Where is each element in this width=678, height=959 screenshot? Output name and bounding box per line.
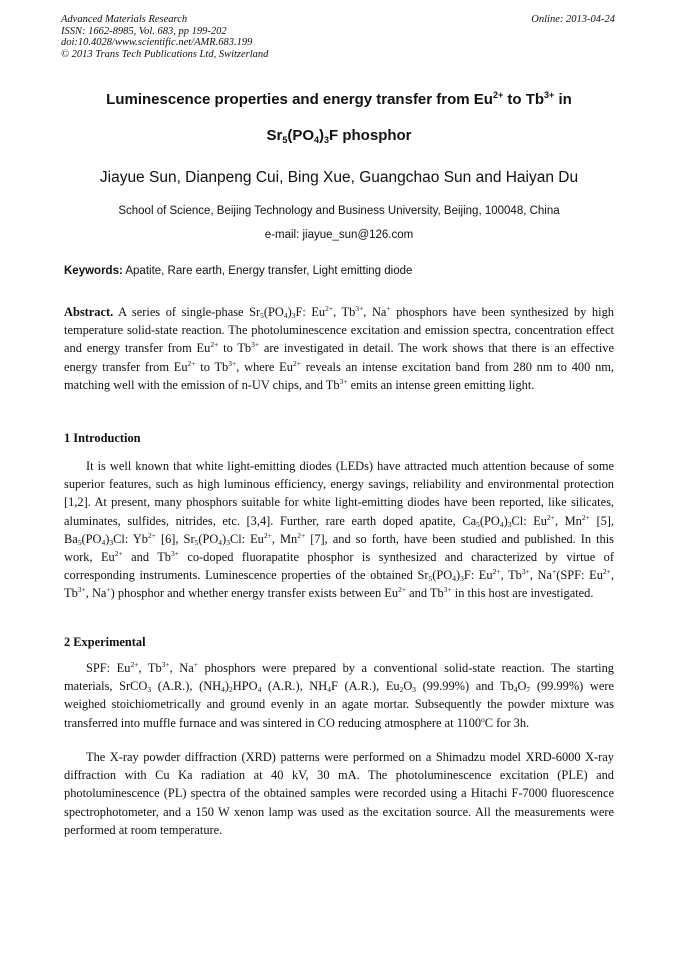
text-run: F: Eu xyxy=(295,305,326,319)
text-run: ) phosphor and whether energy transfer exists between Eu xyxy=(110,586,399,601)
text-run: (99.99%) were weighed stoichiometrically and ground evenly in an agate mortar. Subsequently the powder mixture was transferred into muffle furnace and was sintered in CO reducing atmosphere at 1100 xyxy=(64,679,614,730)
text-run: (SPF: Eu xyxy=(556,568,603,583)
subscript: 4 xyxy=(283,311,288,320)
subscript: 4 xyxy=(218,537,223,547)
text-run: [6], Sr xyxy=(155,531,195,546)
text-run: ) xyxy=(224,679,230,694)
text-run: , Tb xyxy=(64,568,614,601)
superscript: 3+ xyxy=(170,549,179,559)
journal-doi: doi:10.4028/www.scientific.net/AMR.683.199 xyxy=(61,37,253,48)
subscript: 5 xyxy=(428,574,433,584)
text-run: , Tb xyxy=(333,305,356,319)
subscript: 4 xyxy=(327,685,331,695)
text-run: F: Eu xyxy=(463,568,493,583)
superscript: 3+ xyxy=(521,567,530,577)
superscript: 3+ xyxy=(228,358,237,368)
paper-title-line-1: Luminescence properties and energy transfer from $Eu^{2+}$ to $Tb^{3+}$ in xyxy=(106,90,572,108)
text-run: HPO xyxy=(232,679,258,694)
superscript: + xyxy=(386,304,391,313)
text-run: , Mn xyxy=(271,531,298,546)
text-run: Cl: Eu xyxy=(229,531,264,546)
subscript: 3 xyxy=(460,574,464,584)
text-run: Cl: Yb xyxy=(113,531,148,546)
text-run: ) xyxy=(287,305,292,319)
subscript: 5 xyxy=(476,519,480,529)
superscript: + xyxy=(552,567,557,577)
introduction-paragraph xyxy=(64,457,614,603)
subscript: 4 xyxy=(499,519,504,529)
superscript: 3+ xyxy=(443,585,452,595)
superscript: + xyxy=(193,660,198,669)
superscript: 2+ xyxy=(147,530,156,540)
author-list: Jiayue Sun, Dianpeng Cui, Bing Xue, Guangchao Sun and Haiyan Du xyxy=(99,169,579,186)
text-run: co-doped fluorapatite phosphor is synthesized and characterized by virtue of corresponding instruments. Luminescence properties of the obtained Sr xyxy=(64,550,614,583)
text-run: are investigated in detail. The work shows that there is an effective energy transfer from Eu xyxy=(64,341,615,374)
superscript: 2+ xyxy=(130,660,139,669)
text-run: O xyxy=(403,679,413,694)
subscript: 2 xyxy=(229,685,233,695)
text-run: and Tb xyxy=(406,586,444,601)
superscript: 2+ xyxy=(297,530,306,540)
text-run: to Tb xyxy=(218,341,252,356)
text-run: , Mn xyxy=(554,513,582,528)
text-run: to Tb xyxy=(195,359,229,374)
subscript: 5 xyxy=(77,537,82,547)
text-run: (A.R.), NH xyxy=(261,679,328,694)
superscript: 2+ xyxy=(398,585,407,595)
text-run: , Na xyxy=(363,305,387,319)
subscript: 3 xyxy=(226,537,230,547)
text-run: (PO xyxy=(263,305,284,319)
text-run: in this host are investigated. xyxy=(451,586,594,601)
text-run: phosphors were prepared by a conventional solid-state reaction. The starting materials, SrCO xyxy=(64,661,614,694)
superscript: 2+ xyxy=(292,358,301,368)
keywords-label: Keywords: xyxy=(64,265,123,277)
text-run: ) xyxy=(503,513,508,528)
text-run: ) xyxy=(105,531,110,546)
section-heading-experimental: 2 Experimental xyxy=(64,635,146,649)
subscript: 3 xyxy=(291,311,296,320)
text-run: (A.R.), (NH xyxy=(151,679,222,694)
affiliation: School of Science, Beijing Technology and Business University, Beijing, 100048, China xyxy=(118,205,560,217)
experimental-paragraph-1 xyxy=(64,659,614,732)
superscript: 2+ xyxy=(581,512,590,522)
text-run: (PO xyxy=(479,513,500,528)
text-run: SPF: Eu xyxy=(86,661,131,675)
text-run: , Tb xyxy=(500,568,522,583)
subscript: 4 xyxy=(452,574,456,584)
text-run: reveals an intense excitation band from 280 nm to 400 nm, matching well with the emission of n-UV chips, and Tb xyxy=(64,359,615,392)
superscript: + xyxy=(106,585,111,595)
text-run: , where Eu xyxy=(236,359,293,374)
text-run: A series of single-phase Sr xyxy=(113,305,261,319)
journal-header xyxy=(61,14,268,60)
experimental-paragraph-2: The X-ray powder diffraction (XRD) patterns were performed on a Shimadzu model XRD-6000 X-ray diffraction with Cu Ka radiation at 40 kV, 30 mA. The photoluminescence excitation (PLE) and photoluminescence (PL) spectra of the obtained samples were recorded using a Hitachi F-7000 fluorescence spectrophotometer, and a 150 W xenon lamp was used as the excitation source. All the measurements were performed at room temperature. xyxy=(64,750,614,837)
journal-name: Advanced Materials Research xyxy=(61,14,188,25)
text-run: phosphors have been synthesized by high temperature solid-state reaction. The photoluminescence excitation and emission spectra, concentration effect and energy transfer from Eu xyxy=(64,305,614,356)
superscript: 2+ xyxy=(546,512,555,522)
subscript: 4 xyxy=(101,537,106,547)
subscript: 2 xyxy=(399,685,404,695)
superscript: 3+ xyxy=(161,660,170,669)
subscript: 4 xyxy=(257,685,262,695)
subscript: 3 xyxy=(109,537,114,547)
superscript: 2+ xyxy=(210,340,219,350)
text-run: C for 3h. xyxy=(484,715,530,730)
superscript: 3+ xyxy=(77,585,86,595)
subscript: 3 xyxy=(507,519,512,529)
text-run: [7], and so forth, have been studied and published. In this work, Eu xyxy=(64,531,614,565)
superscript: 2+ xyxy=(492,567,501,577)
text-run: (99.99%) and Tb xyxy=(416,679,514,694)
superscript: 2+ xyxy=(325,304,334,313)
subscript: 3 xyxy=(412,685,417,695)
subscript: 5 xyxy=(194,537,199,547)
superscript: 2+ xyxy=(187,358,196,368)
text-run: , Na xyxy=(169,661,194,675)
text-run: (PO xyxy=(198,531,219,546)
text-run: emits an intense green emitting light. xyxy=(347,377,535,392)
superscript: o xyxy=(481,714,485,724)
text-run: (PO xyxy=(432,568,453,583)
superscript: 3+ xyxy=(251,340,260,350)
text-run: ) xyxy=(455,568,461,583)
abstract-label: Abstract. xyxy=(64,305,114,319)
subscript: 7 xyxy=(526,685,531,695)
abstract xyxy=(64,303,614,394)
superscript: 2+ xyxy=(114,549,123,559)
journal-copyright: © 2013 Trans Tech Publications Ltd, Switzerland xyxy=(61,48,269,60)
text-run: O xyxy=(517,679,527,694)
text-run: , Na xyxy=(85,586,107,601)
online-date: Online: 2013-04-24 xyxy=(531,14,615,25)
text-run: ) xyxy=(222,531,227,546)
text-run: Cl: Eu xyxy=(511,513,547,528)
text-run: , Na xyxy=(529,568,553,583)
superscript: 3+ xyxy=(339,376,348,386)
keywords xyxy=(64,265,616,277)
subscript: 3 xyxy=(147,685,152,695)
paper-title-line-2: $Sr_5(PO_4)_3F$ phosphor xyxy=(266,127,412,145)
subscript: 5 xyxy=(260,311,264,320)
keywords-text: Apatite, Rare earth, Energy transfer, Light emitting diode xyxy=(122,265,413,277)
text-run: , Tb xyxy=(138,661,162,675)
text-run: [5], Ba xyxy=(64,513,614,546)
contact-email: e-mail: jiayue_sun@126.com xyxy=(264,229,414,241)
text-run: and Tb xyxy=(122,550,171,565)
superscript: 2+ xyxy=(602,567,611,577)
section-heading-introduction: 1 Introduction xyxy=(64,431,141,445)
abstract-text xyxy=(64,305,614,392)
subscript: 4 xyxy=(221,685,225,695)
superscript: 2+ xyxy=(263,530,272,540)
text-run: It is well known that white light-emitting diodes (LEDs) have attracted much attention because of some superior features, such as high luminous efficiency, energy savings, reliability and environmental protection [1,2]. At present, many phosphors suitable for white light-emitting diodes have been reported, like silicates, aluminates, sulfides, nitrides, etc. [3,4]. Further, rare earth doped apatite, Ca xyxy=(64,459,614,528)
journal-issn: ISSN: 1662-8985, Vol. 683, pp 199-202 xyxy=(61,25,227,37)
superscript: 3+ xyxy=(355,304,364,313)
text-run: (PO xyxy=(81,531,102,546)
text-run: F (A.R.), Eu xyxy=(330,679,400,694)
subscript: 4 xyxy=(513,685,518,695)
